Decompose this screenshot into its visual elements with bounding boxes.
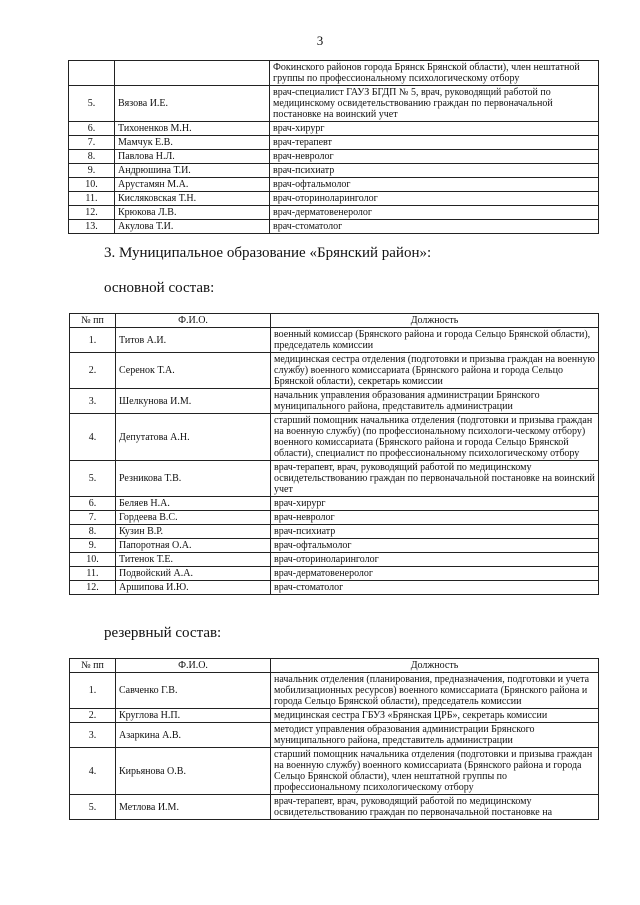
cell-fio: Титенок Т.Е. <box>116 553 271 567</box>
header-num: № пп <box>70 659 116 673</box>
cell-num: 9. <box>70 539 116 553</box>
table-row <box>70 567 599 581</box>
table-row <box>70 723 599 748</box>
cell-fio: Подвойский А.А. <box>116 567 271 581</box>
cell-num: 4. <box>70 414 116 461</box>
cell-fio <box>115 61 270 86</box>
cell-fio: Азаркина А.В. <box>116 723 271 748</box>
cell-num: 3. <box>70 389 116 414</box>
cell-position: медицинская сестра ГБУЗ «Брянская ЦРБ», секретарь комиссии <box>271 709 599 723</box>
cell-num: 9. <box>69 164 115 178</box>
cell-position: врач-дерматовенеролог <box>270 206 599 220</box>
table-row <box>70 553 599 567</box>
table-row <box>69 122 599 136</box>
cell-fio: Серенок Т.А. <box>116 353 271 389</box>
cell-position: Фокинского районов города Брянск Брянской области), член нештатной группы по профессиональному психологическому отбору <box>270 61 599 86</box>
cell-fio: Акулова Т.И. <box>115 220 270 234</box>
cell-position: врач-хирург <box>271 497 599 511</box>
reserve-composition-title: резервный состав: <box>104 625 222 641</box>
cell-num: 3. <box>70 723 116 748</box>
cell-num: 2. <box>70 709 116 723</box>
cell-position: начальник отделения (планирования, предназначения, подготовки и учета мобилизационных ресурсов) военного комиссариата (Брянского района и города Сельцо Брянской области), председатель комиссии <box>271 673 599 709</box>
table-row <box>69 164 599 178</box>
cell-fio: Аршипова И.Ю. <box>116 581 271 595</box>
table-row <box>70 497 599 511</box>
cell-fio: Круглова Н.П. <box>116 709 271 723</box>
cell-fio: Тихоненков М.Н. <box>115 122 270 136</box>
cell-fio: Депутатова А.Н. <box>116 414 271 461</box>
table-row <box>69 86 599 122</box>
cell-position: врач-стоматолог <box>271 581 599 595</box>
cell-num: 11. <box>69 192 115 206</box>
table-row <box>70 414 599 461</box>
header-fio: Ф.И.О. <box>116 659 271 673</box>
table-row <box>70 353 599 389</box>
cell-position: методист управления образования администрации Брянского муниципального района, представитель администрации <box>271 723 599 748</box>
cell-fio: Крюкова Л.В. <box>115 206 270 220</box>
cell-num: 10. <box>69 178 115 192</box>
cell-num: 5. <box>70 461 116 497</box>
cell-num: 12. <box>70 581 116 595</box>
cell-fio: Кирьянова О.В. <box>116 748 271 795</box>
cell-fio: Кузин В.Р. <box>116 525 271 539</box>
cell-fio: Арустамян М.А. <box>115 178 270 192</box>
header-pos: Должность <box>271 314 599 328</box>
table-row <box>69 206 599 220</box>
cell-fio: Титов А.И. <box>116 328 271 353</box>
cell-fio: Вязова И.Е. <box>115 86 270 122</box>
cell-position: врач-специалист ГАУЗ БГДП № 5, врач, руководящий работой по медицинскому освидетельствованию граждан по первоначальной постановке на воинский учет <box>270 86 599 122</box>
cell-num: 7. <box>69 136 115 150</box>
cell-position: врач-офтальмолог <box>270 178 599 192</box>
cell-num: 6. <box>70 497 116 511</box>
cell-position: врач-терапевт, врач, руководящий работой по медицинскому освидетельствованию граждан по первоначальной постановке на <box>271 795 599 820</box>
table-row <box>70 389 599 414</box>
cell-position: врач-невролог <box>270 150 599 164</box>
table-row <box>70 461 599 497</box>
cell-num: 7. <box>70 511 116 525</box>
cell-position: врач-оториноларинголог <box>271 553 599 567</box>
cell-fio: Кисляковская Т.Н. <box>115 192 270 206</box>
cell-position: медицинская сестра отделения (подготовки и призыва граждан на военную службу) военного комиссариата (Брянского района и города Сельцо Брянской области), секретарь комиссии <box>271 353 599 389</box>
table-row <box>69 178 599 192</box>
page-number: 3 <box>316 33 324 48</box>
cell-fio: Резникова Т.В. <box>116 461 271 497</box>
table-top <box>68 60 599 234</box>
table-main <box>69 313 599 595</box>
cell-position: врач-стоматолог <box>270 220 599 234</box>
cell-position: врач-невролог <box>271 511 599 525</box>
table-row <box>69 61 599 86</box>
cell-fio: Папоротная О.А. <box>116 539 271 553</box>
cell-num <box>69 61 115 86</box>
table-row <box>70 673 599 709</box>
table-reserve <box>69 658 599 820</box>
cell-num: 5. <box>70 795 116 820</box>
header-fio: Ф.И.О. <box>116 314 271 328</box>
cell-fio: Павлова Н.Л. <box>115 150 270 164</box>
table-row <box>70 525 599 539</box>
cell-position: военный комиссар (Брянского района и города Сельцо Брянской области), председатель комиссии <box>271 328 599 353</box>
cell-num: 1. <box>70 673 116 709</box>
main-composition-title: основной состав: <box>104 280 215 296</box>
cell-num: 1. <box>70 328 116 353</box>
cell-num: 6. <box>69 122 115 136</box>
table-header-row <box>70 659 599 673</box>
cell-num: 2. <box>70 353 116 389</box>
table-row <box>69 192 599 206</box>
cell-num: 10. <box>70 553 116 567</box>
cell-fio: Беляев Н.А. <box>116 497 271 511</box>
table-row <box>69 150 599 164</box>
cell-position: врач-психиатр <box>271 525 599 539</box>
cell-num: 8. <box>70 525 116 539</box>
cell-fio: Гордеева В.С. <box>116 511 271 525</box>
cell-position: врач-оториноларинголог <box>270 192 599 206</box>
cell-fio: Савченко Г.В. <box>116 673 271 709</box>
table-row <box>70 511 599 525</box>
cell-position: начальник управления образования администрации Брянского муниципального района, представитель администрации <box>271 389 599 414</box>
table-row <box>70 581 599 595</box>
table-row <box>70 709 599 723</box>
table-row <box>69 136 599 150</box>
cell-num: 11. <box>70 567 116 581</box>
cell-position: старший помощник начальника отделения (подготовки и призыва граждан на военную службу) (по профессиональному психологи-ческому отбору) военного комиссариата (Брянского района и города Сельцо Брянской области), специалист по профессиональному психологическому отбору <box>271 414 599 461</box>
cell-fio: Мамчук Е.В. <box>115 136 270 150</box>
cell-fio: Шелкунова И.М. <box>116 389 271 414</box>
table-row <box>70 539 599 553</box>
cell-num: 12. <box>69 206 115 220</box>
cell-position: врач-терапевт, врач, руководящий работой по медицинскому освидетельствованию граждан по первоначальной постановке на воинский учет <box>271 461 599 497</box>
cell-position: врач-психиатр <box>270 164 599 178</box>
table-header-row <box>70 314 599 328</box>
cell-position: старший помощник начальника отделения (подготовки и призыва граждан на военную службу) военного комиссариата (Брянского района и города Сельцо Брянской области), член нештатной группы по профессиональному психологическому отбору <box>271 748 599 795</box>
header-num: № пп <box>70 314 116 328</box>
cell-num: 4. <box>70 748 116 795</box>
table-row <box>70 795 599 820</box>
table-row <box>69 220 599 234</box>
table-row <box>70 748 599 795</box>
cell-num: 13. <box>69 220 115 234</box>
cell-position: врач-офтальмолог <box>271 539 599 553</box>
cell-num: 5. <box>69 86 115 122</box>
cell-position: врач-дерматовенеролог <box>271 567 599 581</box>
header-pos: Должность <box>271 659 599 673</box>
table-row <box>70 328 599 353</box>
cell-fio: Метлова И.М. <box>116 795 271 820</box>
cell-fio: Андрюшина Т.И. <box>115 164 270 178</box>
cell-position: врач-хирург <box>270 122 599 136</box>
cell-num: 8. <box>69 150 115 164</box>
section-title: 3. Муниципальное образование «Брянский район»: <box>104 245 432 261</box>
cell-position: врач-терапевт <box>270 136 599 150</box>
